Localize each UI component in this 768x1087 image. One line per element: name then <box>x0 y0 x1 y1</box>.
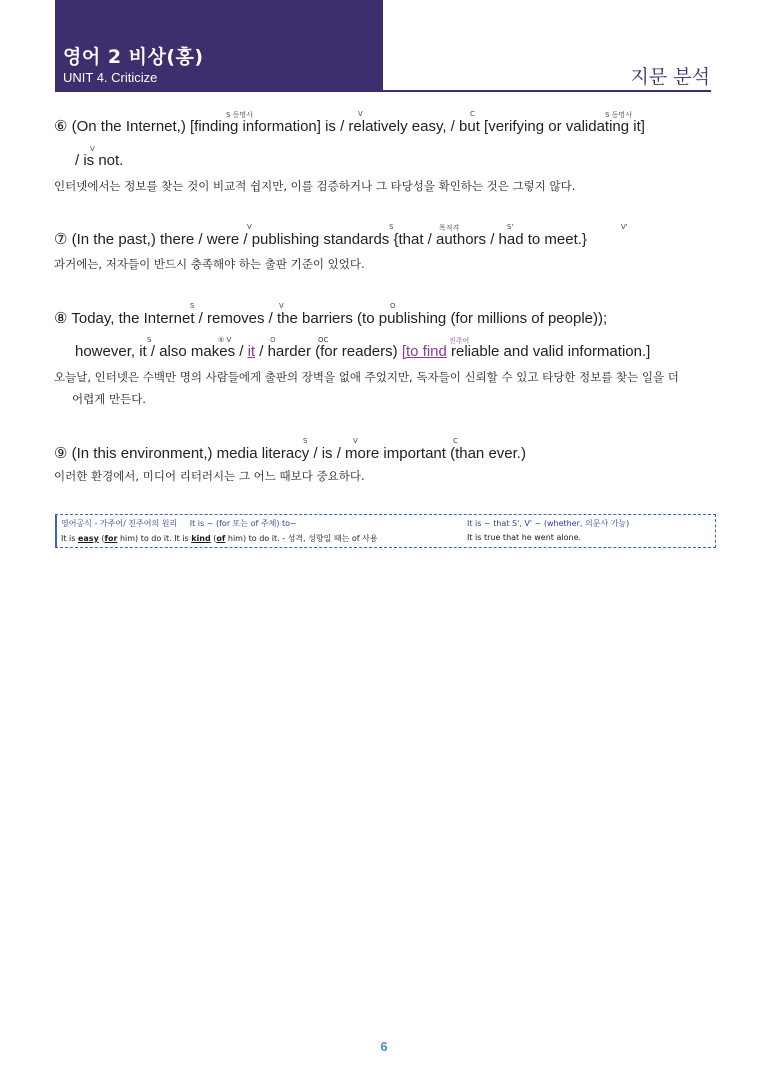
annotation: ⑤ V <box>218 336 232 344</box>
example-keyword: of <box>216 534 226 543</box>
korean-translation: 어렵게 만든다. <box>72 392 146 406</box>
sentence-6 <box>54 117 714 135</box>
sentence-8 <box>54 309 714 327</box>
book-title: 영어 2 비상(홍) <box>63 46 204 68</box>
grammar-example-that: It is true that he went alone. <box>467 533 582 542</box>
annotation: V <box>353 437 358 445</box>
unit-title: UNIT 4. Criticize <box>63 70 158 85</box>
grammar-example: It is easy (for him) to do it. It is kind (of him) to do it. - 성격, 성향일 때는 of 사용 <box>61 534 378 543</box>
annotation: 목적격 <box>439 224 460 232</box>
example-text: him) to do it. - 성격, 성향일 때는 of 사용 <box>227 534 378 543</box>
dummy-subject: it <box>247 343 256 360</box>
sentence-9 <box>54 444 714 462</box>
annotation: S 동명사 <box>226 111 253 119</box>
annotation: V <box>279 302 284 310</box>
korean-translation: 과거에는, 저자들이 반드시 충족해야 하는 출판 기준이 있었다. <box>54 257 365 271</box>
annotation: S <box>389 223 394 231</box>
grammar-formula: It is ~ (for 또는 of 주체) to~ <box>189 519 297 528</box>
grammar-title-text: 영어공식 - 가주어/ 진주어의 원리 <box>61 519 178 528</box>
sentence-number: ⑥ <box>54 118 68 135</box>
header-divider <box>55 90 711 92</box>
annotation: C <box>470 110 475 118</box>
annotation: S <box>147 336 152 344</box>
annotation: S 동명사 <box>605 111 632 119</box>
sentence-text: (In this environment,) media literacy / is / more important (than ever.) <box>71 445 526 462</box>
annotation: V <box>90 145 95 153</box>
annotation: O <box>270 336 276 344</box>
real-subject: [to find <box>401 343 447 360</box>
korean-translation: 인터넷에서는 정보를 찾는 것이 비교적 쉽지만, 이를 검증하거나 그 타당성을 확인하는 것은 그렇지 않다. <box>54 179 576 193</box>
grammar-formula-that: It is ~ that S', V' ~ (whether, 의문사 가능) <box>467 519 630 528</box>
korean-translation: 오늘날, 인터넷은 수백만 명의 사람들에게 출판의 장벽을 없애 주었지만, 독자들이 신뢰할 수 있고 타당한 정보를 찾는 일을 더 <box>54 370 679 384</box>
sentence-text: however, it / also makes / <box>75 343 244 360</box>
sentence-text: / harder (for readers) <box>259 343 398 360</box>
grammar-tip-box <box>55 514 716 548</box>
annotation: V <box>247 223 252 231</box>
example-text: him) to do it. It is <box>119 534 189 543</box>
sentence-6-line2: / is not. <box>75 152 124 169</box>
sentence-7 <box>54 230 714 248</box>
korean-translation: 이러한 환경에서, 미디어 리터러시는 그 어느 때보다 중요하다. <box>54 469 365 483</box>
annotation: C <box>453 437 458 445</box>
sentence-number: ⑧ <box>54 310 68 327</box>
annotation: V <box>358 110 363 118</box>
annotation: 진주어 <box>449 337 470 345</box>
annotation: O <box>390 302 396 310</box>
annotation: S <box>190 302 195 310</box>
sentence-text: (On the Internet,) [finding information] is / relatively easy, / but [verifying or validating it] <box>71 118 645 135</box>
example-keyword: for <box>104 534 118 543</box>
sentence-number: ⑦ <box>54 231 68 248</box>
page-number: 6 <box>380 1039 388 1054</box>
example-keyword: easy <box>77 534 99 543</box>
annotation: V' <box>621 223 628 231</box>
sentence-text: (In the past,) there / were / publishing standards {that / authors / had to meet.} <box>71 231 587 248</box>
annotation: S' <box>507 223 514 231</box>
sentence-text: Today, the Internet / removes / the barriers (to publishing (for millions of people)); <box>71 310 608 327</box>
sentence-8-line2 <box>75 343 735 360</box>
annotation: S <box>303 437 308 445</box>
sentence-number: ⑨ <box>54 445 68 462</box>
header-banner <box>55 0 383 90</box>
sentence-text: reliable and valid information.] <box>451 343 651 360</box>
example-text: It is <box>61 534 76 543</box>
example-keyword: kind <box>191 534 211 543</box>
grammar-title <box>61 518 297 529</box>
annotation: OC <box>318 336 329 344</box>
section-title: 지문 분석 <box>630 66 710 88</box>
